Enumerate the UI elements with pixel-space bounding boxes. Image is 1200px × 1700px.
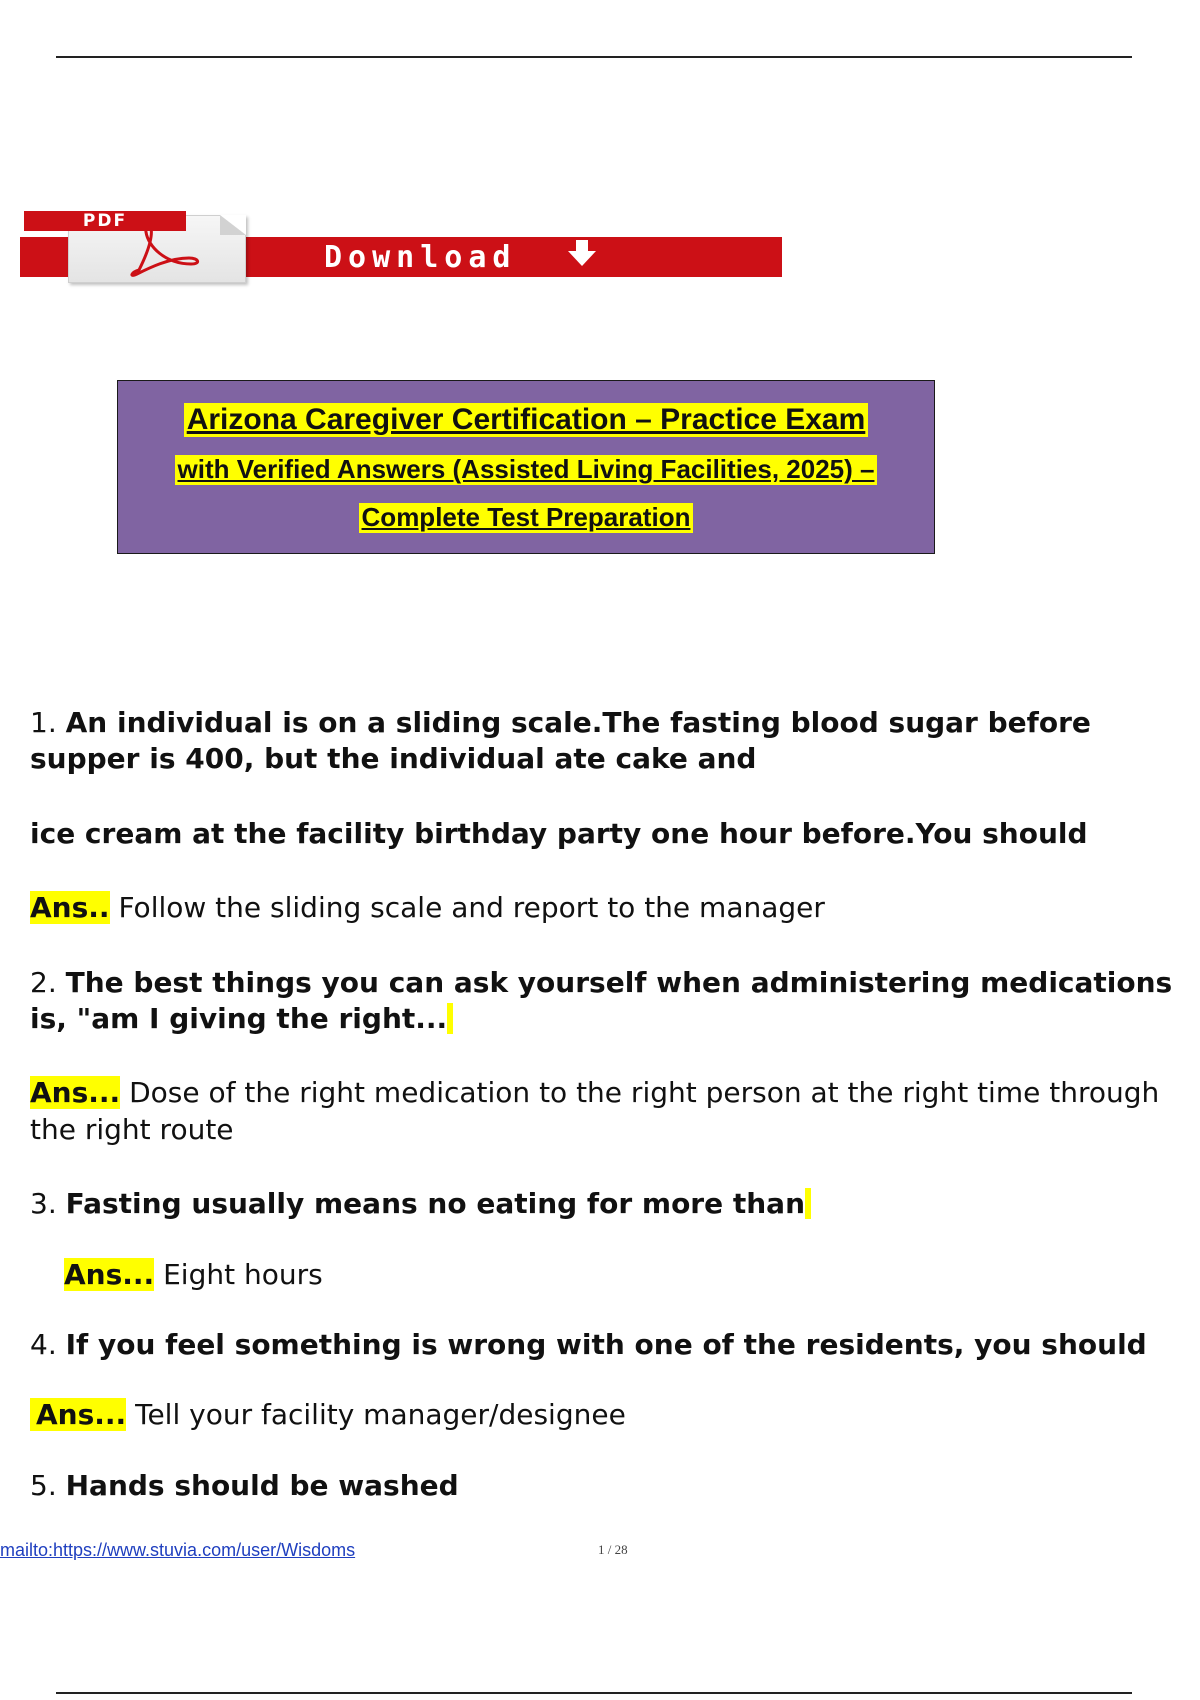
- document-title-box: [117, 380, 935, 554]
- question-text: If you feel something is wrong with one of the residents, you should: [65, 1327, 1147, 1361]
- page-number: 1 / 28: [598, 1542, 628, 1557]
- question-text: Fasting usually means no eating for more than: [65, 1187, 805, 1221]
- question-number: 4.: [30, 1327, 57, 1361]
- download-button[interactable]: [242, 237, 782, 277]
- answer-4: [30, 1397, 1200, 1433]
- question-text-continued: ice cream at the facility birthday party one hour before.You should: [30, 816, 1088, 850]
- question-text: The best things you can ask yourself when administering medications is, "am I giving the right...: [30, 965, 1173, 1035]
- answer-label: Ans...: [30, 1076, 121, 1110]
- answer-text: Follow the sliding scale and report to the manager: [118, 891, 825, 925]
- answer-text: Eight hours: [163, 1257, 323, 1291]
- question-text: An individual is on a sliding scale.The fasting blood sugar before supper is 400, but the individual ate cake and: [30, 706, 1091, 776]
- answer-2: [30, 1075, 1200, 1148]
- answer-label: Ans...: [30, 1398, 126, 1431]
- answer-text: Dose of the right medication to the right person at the right time through the right route: [30, 1076, 1160, 1146]
- question-1-continued: [30, 816, 1200, 852]
- answer-text: Tell your facility manager/designee: [135, 1398, 626, 1432]
- banner-left-bar: [20, 237, 70, 277]
- question-3: [30, 1186, 1200, 1222]
- highlight-mark: [447, 1003, 453, 1034]
- question-2: [30, 965, 1200, 1038]
- highlight-mark: [805, 1188, 811, 1219]
- bottom-rule: [56, 1692, 1132, 1694]
- question-4: [30, 1327, 1200, 1363]
- title-line-2: with Verified Answers (Assisted Living Facilities, 2025) –: [175, 455, 878, 485]
- pdf-tag: PDF: [24, 211, 186, 231]
- question-number: 2.: [30, 965, 57, 999]
- question-number: 1.: [30, 706, 57, 739]
- qa-content: [30, 705, 1200, 1504]
- question-1: [30, 705, 1200, 778]
- question-number: 3.: [30, 1187, 57, 1221]
- question-text: Hands should be washed: [65, 1468, 459, 1502]
- title-line-3: Complete Test Preparation: [359, 503, 694, 533]
- answer-3: [30, 1257, 1200, 1293]
- pdf-download-banner[interactable]: [18, 205, 758, 285]
- answer-label: Ans...: [64, 1257, 155, 1291]
- answer-1: [30, 890, 1200, 926]
- download-label: Download: [324, 239, 517, 275]
- question-number: 5.: [30, 1468, 57, 1502]
- top-rule: [56, 56, 1132, 58]
- answer-label: Ans..: [30, 891, 110, 925]
- title-line-1: Arizona Caregiver Certification – Practice Exam: [184, 403, 869, 438]
- question-5: [30, 1468, 1200, 1504]
- footer-link[interactable]: mailto:https://www.stuvia.com/user/Wisdoms: [0, 1540, 356, 1560]
- download-arrow-icon: [565, 238, 599, 276]
